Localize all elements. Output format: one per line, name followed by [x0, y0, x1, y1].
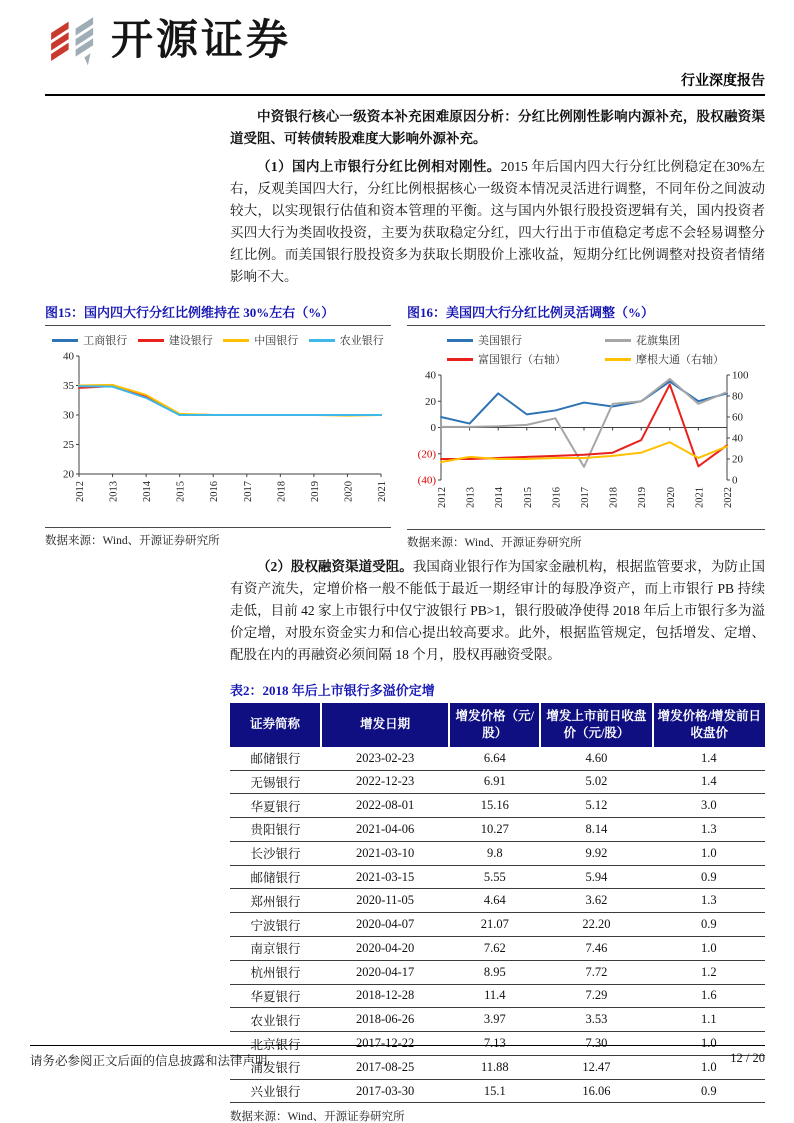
- paragraph-2: [230, 556, 765, 666]
- table-cell: 7.29: [540, 984, 652, 1008]
- svg-text:30: 30: [63, 409, 74, 422]
- table-cell: 华夏银行: [230, 984, 321, 1008]
- figure-16-title: 图16：美国四大行分红比例灵活调整（%）: [407, 300, 765, 326]
- figure-15: [45, 300, 391, 550]
- table-cell: 0.9: [653, 865, 765, 889]
- column-header: 证券简称: [230, 703, 321, 747]
- table-cell: 8.95: [449, 960, 540, 984]
- table-cell: 4.60: [540, 747, 652, 770]
- figure-16-source: 数据来源：Wind、开源证券研究所: [407, 529, 765, 550]
- table-cell: 2018-12-28: [321, 984, 449, 1008]
- table-cell: 长沙银行: [230, 841, 321, 865]
- table-cell: 0.9: [653, 913, 765, 937]
- table-cell: 2022-12-23: [321, 770, 449, 794]
- table-cell: 浦发银行: [230, 1055, 321, 1079]
- table-cell: 1.3: [653, 889, 765, 913]
- svg-text:0: 0: [430, 422, 436, 434]
- table-row: [230, 865, 765, 889]
- legend-label: 摩根大通（右轴）: [636, 354, 724, 366]
- svg-text:2012: 2012: [437, 487, 448, 508]
- table-cell: 11.4: [449, 984, 540, 1008]
- table-row: [230, 1008, 765, 1032]
- legend-swatch-icon: [447, 339, 473, 342]
- table-cell: 2020-04-07: [321, 913, 449, 937]
- svg-text:2013: 2013: [465, 487, 477, 508]
- svg-text:2022: 2022: [723, 487, 734, 508]
- table-cell: 7.13: [449, 1032, 540, 1056]
- table-cell: 邮储银行: [230, 865, 321, 889]
- svg-text:2019: 2019: [309, 481, 321, 502]
- table-cell: 1.1: [653, 1008, 765, 1032]
- table-cell: 15.16: [449, 794, 540, 818]
- svg-text:0: 0: [732, 474, 738, 487]
- table-cell: 10.27: [449, 818, 540, 842]
- brand-name: 开源证券: [111, 16, 292, 63]
- legend-swatch-icon: [447, 358, 473, 361]
- legend-item: [447, 351, 566, 367]
- table-cell: 南京银行: [230, 937, 321, 961]
- svg-text:2021: 2021: [694, 487, 706, 508]
- svg-text:20: 20: [425, 395, 436, 408]
- svg-text:2017: 2017: [580, 487, 591, 508]
- svg-text:2018: 2018: [276, 481, 288, 502]
- table-row: [230, 818, 765, 842]
- table-cell: 6.91: [449, 770, 540, 794]
- svg-text:2017: 2017: [242, 481, 254, 502]
- table-cell: 3.53: [540, 1008, 652, 1032]
- table-cell: 6.64: [449, 747, 540, 770]
- table-cell: 1.3: [653, 818, 765, 842]
- table-cell: 5.02: [540, 770, 652, 794]
- table-cell: 1.0: [653, 1055, 765, 1079]
- svg-text:2013: 2013: [108, 481, 120, 502]
- legend-item: [605, 351, 724, 367]
- table-cell: 5.12: [540, 794, 652, 818]
- svg-text:2019: 2019: [637, 487, 649, 508]
- table-cell: 0.9: [653, 1079, 765, 1103]
- paragraph-1: [230, 156, 765, 288]
- table-cell: 7.72: [540, 960, 652, 984]
- figure-16-legend: [407, 326, 765, 367]
- svg-text:35: 35: [63, 380, 74, 392]
- legend-label: 美国银行: [478, 335, 522, 347]
- legend-item: [309, 332, 384, 348]
- table-cell: 兴业银行: [230, 1079, 321, 1103]
- table-cell: 16.06: [540, 1079, 652, 1103]
- table-row: [230, 937, 765, 961]
- table-row: [230, 747, 765, 770]
- svg-text:2012: 2012: [75, 481, 86, 502]
- footer-disclaimer: 请务必参阅正文后面的信息披露和法律声明: [30, 1054, 268, 1068]
- column-header: 增发价格（元/股）: [449, 703, 540, 747]
- table-cell: 1.0: [653, 841, 765, 865]
- table-2-title: 表2：2018 年后上市银行多溢价定增: [230, 683, 435, 698]
- svg-text:2016: 2016: [209, 481, 221, 502]
- legend-label: 中国银行: [254, 335, 299, 347]
- table-cell: 9.92: [540, 841, 652, 865]
- legend-label: 花旗集团: [636, 335, 680, 347]
- table-cell: 华夏银行: [230, 794, 321, 818]
- table-row: [230, 1079, 765, 1103]
- table-cell: 1.2: [653, 960, 765, 984]
- table-cell: 1.6: [653, 984, 765, 1008]
- table-cell: 2023-02-23: [321, 747, 449, 770]
- paragraph-2-lead: （2）股权融资渠道受阻。: [257, 559, 413, 574]
- table-cell: 宁波银行: [230, 913, 321, 937]
- page-number: 12 / 20: [730, 1051, 765, 1065]
- table-cell: 1.4: [653, 747, 765, 770]
- table-cell: 2020-04-17: [321, 960, 449, 984]
- table-cell: 2020-11-05: [321, 889, 449, 913]
- column-header: 增发日期: [321, 703, 449, 747]
- svg-text:2015: 2015: [522, 487, 534, 508]
- figure-15-title: 图15：国内四大行分红比例维持在 30%左右（%）: [45, 300, 391, 326]
- table-cell: 9.8: [449, 841, 540, 865]
- brand-logo-icon: [45, 12, 101, 68]
- table-cell: 21.07: [449, 913, 540, 937]
- table-cell: 郑州银行: [230, 889, 321, 913]
- table-cell: 11.88: [449, 1055, 540, 1079]
- charts-row: [45, 300, 765, 550]
- table-cell: 2017-08-25: [321, 1055, 449, 1079]
- table-cell: 7.30: [540, 1032, 652, 1056]
- svg-text:2014: 2014: [142, 481, 154, 502]
- table-cell: 5.94: [540, 865, 652, 889]
- table-cell: 3.0: [653, 794, 765, 818]
- table-row: [230, 960, 765, 984]
- table-cell: 杭州银行: [230, 960, 321, 984]
- legend-item: [138, 332, 213, 348]
- svg-text:2020: 2020: [343, 481, 355, 502]
- legend-swatch-icon: [223, 339, 249, 342]
- svg-text:20: 20: [732, 453, 743, 466]
- column-header: 增发价格/增发前日收盘价: [653, 703, 765, 747]
- svg-text:40: 40: [732, 432, 743, 445]
- legend-swatch-icon: [138, 339, 164, 342]
- svg-text:80: 80: [732, 390, 743, 403]
- page-footer: [30, 1045, 765, 1069]
- table-cell: 无锡银行: [230, 770, 321, 794]
- table-cell: 5.55: [449, 865, 540, 889]
- table-cell: 北京银行: [230, 1032, 321, 1056]
- svg-text:2016: 2016: [551, 487, 563, 508]
- table-2-source: 数据来源：Wind、开源证券研究所: [230, 1111, 405, 1123]
- paragraph-1-lead: （1）国内上市银行分红比例相对刚性。: [257, 159, 501, 174]
- table-cell: 3.97: [449, 1008, 540, 1032]
- table-cell: 农业银行: [230, 1008, 321, 1032]
- legend-swatch-icon: [605, 339, 631, 342]
- figure-16-plot: [407, 367, 765, 522]
- table-cell: 15.1: [449, 1079, 540, 1103]
- table-cell: 2018-06-26: [321, 1008, 449, 1032]
- svg-text:100: 100: [732, 369, 749, 382]
- svg-text:(20): (20): [417, 448, 436, 461]
- table-cell: 2020-04-20: [321, 937, 449, 961]
- paragraph-1-body: 2015 年后国内四大行分红比例稳定在30%左右，反观美国四大行，分红比例根据核心一级资本情况灵活进行调整，不同年份之间波动较大，以实现银行估值和资本管理的平衡。这与国内外银行股投资逻辑有关，国内投资者买四大行为类固收投资，主要为获取稳定分红，四大行出于市值稳定考虑不会轻易调整分红比例。而美国银行股投资多为获取长期股价上涨收益，短期分红比例调整对投资者情绪影响不大。: [230, 159, 766, 284]
- legend-item: [52, 332, 127, 348]
- header-rule: [45, 94, 765, 96]
- legend-label: 工商银行: [83, 335, 128, 347]
- table-row: [230, 841, 765, 865]
- table-cell: 2017-03-30: [321, 1079, 449, 1103]
- legend-swatch-icon: [605, 358, 631, 361]
- table-cell: 2021-03-15: [321, 865, 449, 889]
- legend-item: [605, 332, 680, 348]
- page-header: [45, 12, 765, 92]
- svg-text:40: 40: [425, 369, 436, 382]
- legend-label: 富国银行（右轴）: [478, 354, 566, 366]
- table-cell: 4.64: [449, 889, 540, 913]
- report-type-label: 行业深度报告: [681, 74, 765, 89]
- legend-label: 农业银行: [339, 335, 384, 347]
- svg-text:60: 60: [732, 411, 743, 424]
- svg-text:2021: 2021: [377, 481, 388, 502]
- legend-item: [223, 332, 298, 348]
- table-row: [230, 889, 765, 913]
- table-row: [230, 794, 765, 818]
- figure-15-plot: [45, 348, 391, 520]
- table-2: [230, 703, 765, 1103]
- intro-paragraph: 中资银行核心一级资本补充困难原因分析：分红比例刚性影响内源补充，股权融资渠道受阻、可转债转股难度大影响外源补充。: [230, 109, 765, 146]
- table-header-row: [230, 703, 765, 747]
- table-cell: 3.62: [540, 889, 652, 913]
- table-cell: 1.0: [653, 1032, 765, 1056]
- table-cell: 7.62: [449, 937, 540, 961]
- svg-text:25: 25: [63, 439, 74, 451]
- svg-text:40: 40: [63, 350, 74, 363]
- figure-15-legend: [45, 326, 391, 348]
- table-row: [230, 770, 765, 794]
- table-row: [230, 913, 765, 937]
- table-cell: 1.0: [653, 937, 765, 961]
- table-cell: 2021-03-10: [321, 841, 449, 865]
- table-cell: 贵阳银行: [230, 818, 321, 842]
- table-row: [230, 984, 765, 1008]
- svg-text:2014: 2014: [494, 487, 506, 508]
- legend-swatch-icon: [52, 339, 78, 342]
- svg-text:20: 20: [63, 468, 74, 481]
- table-cell: 2022-08-01: [321, 794, 449, 818]
- legend-label: 建设银行: [168, 335, 213, 347]
- svg-text:2018: 2018: [608, 487, 620, 508]
- table-cell: 12.47: [540, 1055, 652, 1079]
- legend-swatch-icon: [309, 339, 335, 342]
- table-cell: 7.46: [540, 937, 652, 961]
- table-cell: 1.4: [653, 770, 765, 794]
- table-cell: 2017-12-22: [321, 1032, 449, 1056]
- paragraph-2-body: 我国商业银行作为国家金融机构，根据监管要求，为防止国有资产流失，定增价格一般不能低于最近一期经审计的每股净资产，而上市银行 PB 持续走低，目前 42 家上市银行中仅宁波银行 PB>1，银行股破净使得 2018 年后上市银行多为溢价定增，对股东资金实力和信心提出较高要求。此外，根据监管规定，包括增发、定增、配股在内的再融资必须间隔 18 个月，股权再融资受限。: [230, 559, 766, 662]
- legend-item: [447, 332, 522, 348]
- column-header: 增发上市前日收盘价（元/股）: [540, 703, 652, 747]
- svg-text:2020: 2020: [665, 487, 677, 508]
- table-cell: 22.20: [540, 913, 652, 937]
- table-cell: 2021-04-06: [321, 818, 449, 842]
- svg-text:(40): (40): [417, 474, 436, 487]
- brand: [45, 12, 765, 68]
- table-cell: 邮储银行: [230, 747, 321, 770]
- table-cell: 8.14: [540, 818, 652, 842]
- figure-15-source: 数据来源：Wind、开源证券研究所: [45, 527, 391, 548]
- svg-text:2015: 2015: [175, 481, 187, 502]
- figure-16: [407, 300, 765, 550]
